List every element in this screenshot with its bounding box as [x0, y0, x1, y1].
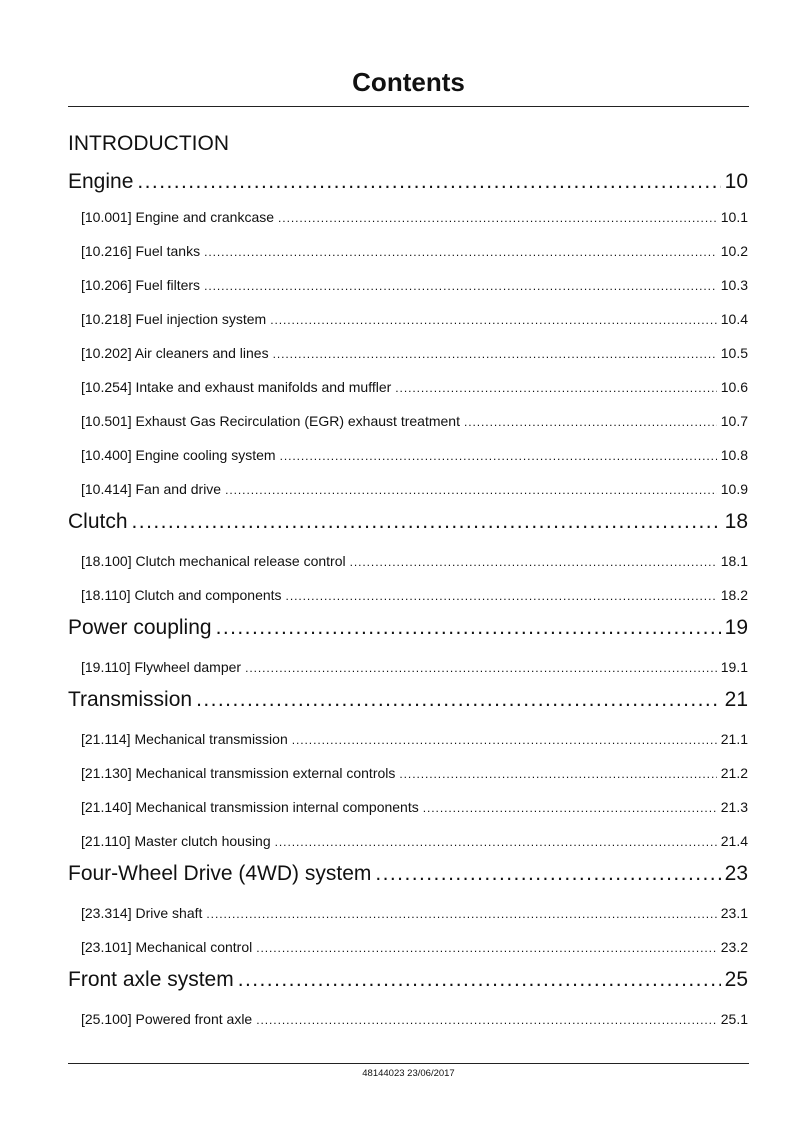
- chapter-page-number: 18: [724, 510, 748, 533]
- dot-leader: [395, 370, 716, 405]
- dot-leader: [399, 756, 716, 791]
- chapter-title: Engine: [68, 170, 134, 193]
- chapter-page-number: 25: [724, 968, 748, 991]
- section-title: [10.216] Fuel tanks: [81, 243, 201, 259]
- section-title: [21.110] Master clutch housing: [81, 833, 271, 849]
- section-page-number: 10.4: [720, 311, 748, 327]
- dot-leader: [256, 1002, 717, 1037]
- section-page-number: 10.9: [720, 481, 748, 497]
- dot-leader: [256, 930, 717, 965]
- dot-leader: [137, 168, 720, 196]
- dot-leader: [280, 438, 717, 473]
- section-page-number: 10.6: [720, 379, 748, 395]
- section-title: [10.202] Air cleaners and lines: [81, 345, 269, 361]
- toc-section-entry[interactable]: [68, 578, 749, 612]
- section-page-number: 25.1: [720, 1011, 748, 1027]
- dot-leader: [286, 578, 717, 613]
- dot-leader: [275, 824, 717, 859]
- table-of-contents: [68, 166, 749, 1036]
- chapter-page-number: 23: [724, 862, 748, 885]
- toc-section-entry[interactable]: [68, 302, 749, 336]
- toc-section-entry[interactable]: [68, 200, 749, 234]
- toc-section-entry[interactable]: [68, 404, 749, 438]
- section-title: [10.400] Engine cooling system: [81, 447, 276, 463]
- toc-section-entry[interactable]: [68, 722, 749, 756]
- section-page-number: 10.1: [720, 209, 748, 225]
- section-page-number: 21.4: [720, 833, 748, 849]
- section-page-number: 21.2: [720, 765, 748, 781]
- toc-chapter-engine[interactable]: [68, 166, 749, 200]
- dot-leader: [273, 336, 717, 371]
- chapter-title: Four-Wheel Drive (4WD) system: [68, 862, 372, 885]
- section-page-number: 18.2: [720, 587, 748, 603]
- chapter-title: Clutch: [68, 510, 128, 533]
- dot-leader: [238, 966, 721, 994]
- toc-section-entry[interactable]: [68, 824, 749, 858]
- chapter-page-number: 10: [724, 170, 748, 193]
- toc-chapter-four-wheel-drive-4wd-system[interactable]: [68, 858, 749, 896]
- dot-leader: [196, 686, 721, 714]
- dot-leader: [225, 472, 717, 507]
- toc-section-entry[interactable]: [68, 756, 749, 790]
- section-title: [25.100] Powered front axle: [81, 1011, 253, 1027]
- dot-leader: [204, 234, 717, 269]
- dot-leader: [464, 404, 717, 439]
- section-page-number: 18.1: [720, 553, 748, 569]
- section-page-number: 21.3: [720, 799, 748, 815]
- toc-section-entry[interactable]: [68, 370, 749, 404]
- dot-leader: [216, 614, 721, 642]
- dot-leader: [204, 268, 717, 303]
- toc-section-entry[interactable]: [68, 650, 749, 684]
- section-page-number: 10.3: [720, 277, 748, 293]
- dot-leader: [278, 200, 717, 235]
- section-title: [10.206] Fuel filters: [81, 277, 201, 293]
- section-page-number: 19.1: [720, 659, 748, 675]
- dot-leader: [245, 650, 717, 685]
- section-title: [23.101] Mechanical control: [81, 939, 253, 955]
- section-page-number: 23.1: [720, 905, 748, 921]
- footer-doc-id: 48144023 23/06/2017: [362, 1068, 455, 1079]
- dot-leader: [350, 544, 717, 579]
- toc-section-entry[interactable]: [68, 234, 749, 268]
- section-title: [21.114] Mechanical transmission: [81, 731, 288, 747]
- section-title: [18.110] Clutch and components: [81, 587, 282, 603]
- section-page-number: 23.2: [720, 939, 748, 955]
- section-title: [18.100] Clutch mechanical release control: [81, 553, 346, 569]
- dot-leader: [423, 790, 717, 825]
- dot-leader: [375, 860, 720, 888]
- toc-section-entry[interactable]: [68, 790, 749, 824]
- chapter-page-number: 21: [724, 688, 748, 711]
- toc-chapter-front-axle-system[interactable]: [68, 964, 749, 1002]
- toc-section-entry[interactable]: [68, 438, 749, 472]
- section-page-number: 10.2: [720, 243, 748, 259]
- section-title: [10.001] Engine and crankcase: [81, 209, 275, 225]
- toc-section-entry[interactable]: [68, 896, 749, 930]
- dot-leader: [270, 302, 717, 337]
- chapter-title: Power coupling: [68, 616, 212, 639]
- toc-section-entry[interactable]: [68, 930, 749, 964]
- page-title: Contents: [352, 67, 465, 97]
- toc-chapter-clutch[interactable]: [68, 506, 749, 544]
- toc-section-entry[interactable]: [68, 268, 749, 302]
- section-title: [21.130] Mechanical transmission external controls: [81, 765, 396, 781]
- toc-section-entry[interactable]: [68, 336, 749, 370]
- toc-section-entry[interactable]: [68, 544, 749, 578]
- dot-leader: [292, 722, 717, 757]
- header-rule: [68, 106, 749, 107]
- section-title: [10.501] Exhaust Gas Recirculation (EGR) exhaust treatment: [81, 413, 460, 429]
- section-page-number: 10.5: [720, 345, 748, 361]
- toc-chapter-transmission[interactable]: [68, 684, 749, 722]
- section-title: [10.414] Fan and drive: [81, 481, 222, 497]
- section-page-number: 10.7: [720, 413, 748, 429]
- section-title: [10.218] Fuel injection system: [81, 311, 267, 327]
- section-page-number: 21.1: [720, 731, 748, 747]
- footer-rule: [68, 1063, 749, 1064]
- section-title: [21.140] Mechanical transmission internal components: [81, 799, 419, 815]
- section-title: [19.110] Flywheel damper: [81, 659, 242, 675]
- toc-section-entry[interactable]: [68, 1002, 749, 1036]
- dot-leader: [206, 896, 716, 931]
- chapter-page-number: 19: [724, 616, 748, 639]
- chapter-title: Transmission: [68, 688, 193, 711]
- chapter-title: Front axle system: [68, 968, 234, 991]
- section-page-number: 10.8: [720, 447, 748, 463]
- section-title: [10.254] Intake and exhaust manifolds and muffler: [81, 379, 392, 395]
- intro-heading[interactable]: INTRODUCTION: [68, 132, 229, 155]
- toc-chapter-power-coupling[interactable]: [68, 612, 749, 650]
- dot-leader: [132, 508, 721, 536]
- section-title: [23.314] Drive shaft: [81, 905, 203, 921]
- toc-section-entry[interactable]: [68, 472, 749, 506]
